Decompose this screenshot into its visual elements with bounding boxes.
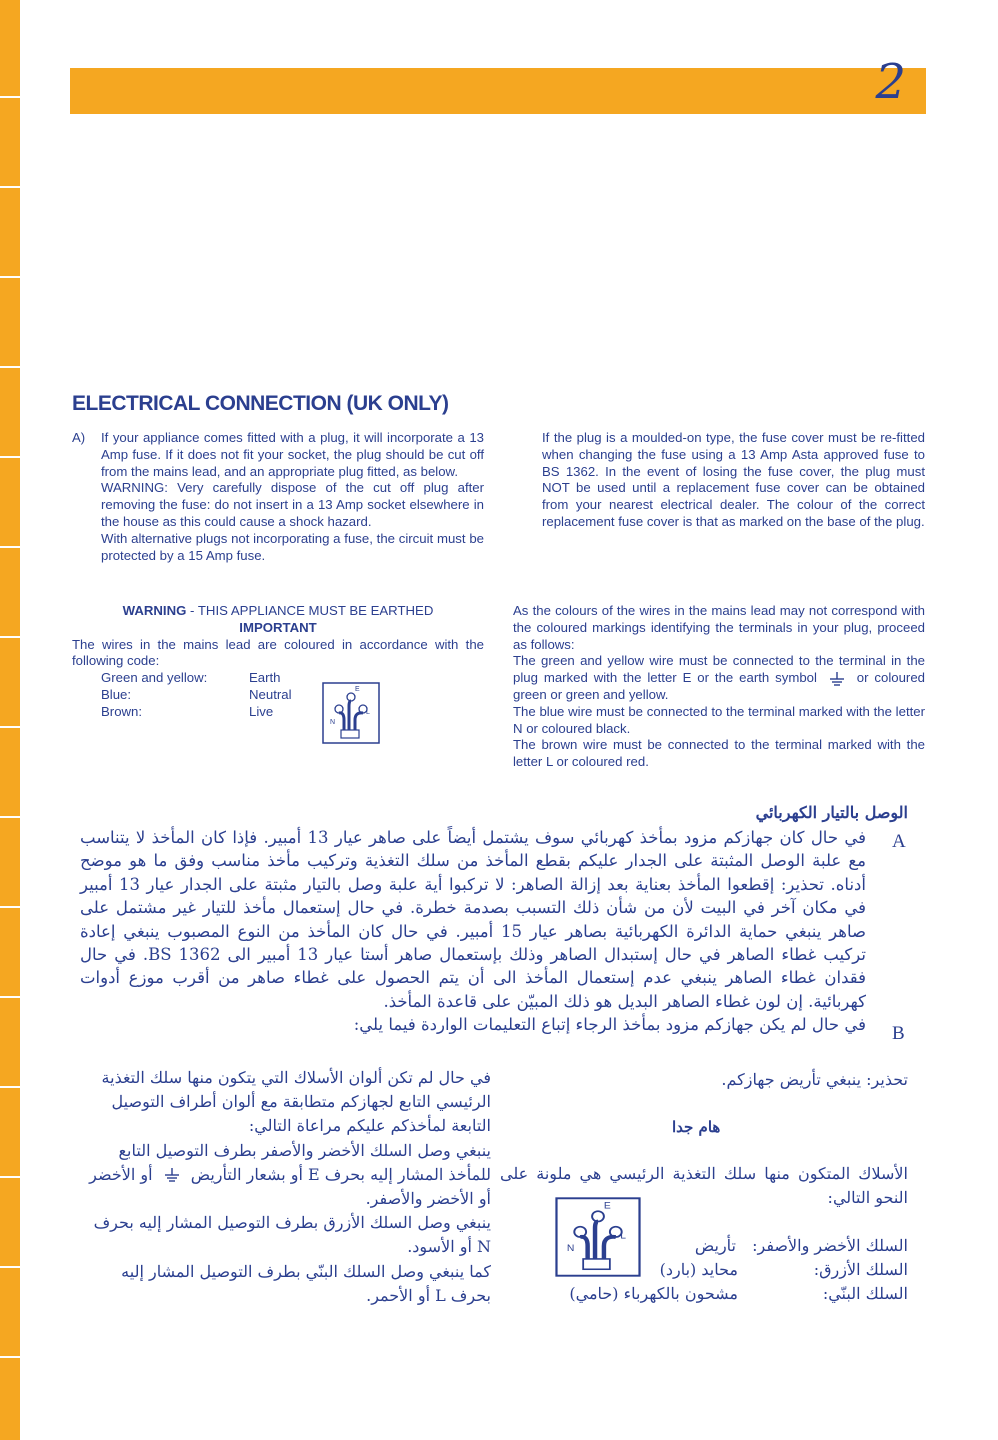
strip-divider [0, 906, 20, 908]
arabic-title: الوصل بالتيار الكهربائي [755, 803, 908, 822]
strip-divider [0, 996, 20, 998]
arabic-warning: تحذير: ينبغي تأريض جهازكم. [721, 1070, 908, 1089]
plug-wiring-diagram [555, 1197, 641, 1277]
arabic-wire-colour: السلك البنّي: [822, 1284, 908, 1303]
strip-divider [0, 726, 20, 728]
arabic-instruction-earth-text: أو الأخضر أو الأخضر والأصفر. [89, 1164, 491, 1209]
item-a-label: A) [72, 430, 86, 445]
wire-colour: Brown: [101, 704, 143, 720]
arabic-main-block [80, 826, 866, 1037]
wire-meaning: Earth [249, 670, 281, 686]
item-a-paragraph: With alternative plugs not incorporating a fuse, the circuit must be protected by a 15 Amp fuse. [101, 530, 484, 563]
arabic-wire-colour: السلك الأزرق: [813, 1260, 908, 1279]
warning-label: WARNING [122, 603, 187, 618]
arabic-wire-colour: السلك الأخضر والأصفر: [752, 1236, 908, 1255]
instruction-earth-text: The green and yellow wire must be connected to the terminal in the plug marked with the letter E or the earth symbol [513, 653, 925, 686]
wire-meaning: Neutral [249, 687, 292, 703]
plug-label-n: N [566, 1243, 575, 1254]
arabic-wire-meaning: محايد (بارد) [659, 1260, 738, 1279]
strip-divider [0, 546, 20, 548]
warning-text: - THIS APPLIANCE MUST BE EARTHED [186, 603, 434, 618]
arabic-important-heading: هام جدا [672, 1118, 721, 1136]
strip-divider [0, 636, 20, 638]
moulded-plug-paragraph: If the plug is a moulded-on type, the fuse cover must be re-fitted when changing the fuse using a 13 Amp Asta approved fuse to BS 1362. In the event of losing the fuse cover, the plug must NOT be used until a replacement fuse cover can be obtained from your nearest electrical dealer. The colour of the correct replacement fuse cover is that as marked on the base of the plug. [542, 430, 925, 529]
wire-colour: Green and yellow: [101, 670, 208, 686]
arabic-instruction-earth [85, 1139, 491, 1212]
plug-label-n: N [330, 719, 336, 726]
strip-divider [0, 186, 20, 188]
arabic-wire-instructions [85, 1066, 491, 1308]
wire-meaning: Live [249, 704, 274, 720]
plug-label-l: L [620, 1230, 627, 1242]
instruction-earth-text: or coloured green or green and yellow. [513, 670, 925, 702]
strip-divider [0, 366, 20, 368]
arabic-wire-meaning: مشحون بالكهرباء (حامي) [569, 1284, 738, 1303]
item-a [72, 430, 484, 564]
instruction-neutral: The blue wire must be connected to the terminal marked with the letter N or coloured black. [513, 703, 925, 736]
item-a-warning: WARNING: Very carefully dispose of the cut off plug after removing the fuse: do not insert in a 13 Amp socket elsewhere in the house as this could cause a shock hazard. [101, 480, 484, 529]
section-title: ELECTRICAL CONNECTION (UK ONLY) [72, 392, 449, 415]
arabic-paragraph-b: في حال لم يكن جهازكم مزود بمأخذ الرجاء إتباع التعليمات الواردة فيما يلي: [353, 1015, 866, 1035]
plug-label-l: L [366, 709, 370, 716]
warning-line [72, 603, 484, 620]
instruction-earth [513, 653, 925, 703]
header-bar [70, 54, 926, 114]
arabic-wires-intro: الأسلاك المتكون منها سلك التغذية الرئيسي هي ملونة على النحو التالي: [500, 1164, 908, 1207]
arabic-wire-meaning: تأريض [694, 1236, 736, 1255]
wire-code-table [72, 670, 484, 726]
earth-icon [823, 672, 851, 686]
side-color-strip [0, 0, 20, 1440]
strip-divider [0, 1266, 20, 1268]
instruction-live: The brown wire must be connected to the terminal marked with the letter L or coloured red. [513, 737, 925, 770]
strip-divider [0, 276, 20, 278]
strip-divider [0, 1086, 20, 1088]
arabic-letter-a: A [892, 831, 906, 852]
wire-code-block [72, 603, 484, 726]
item-a-body [101, 430, 484, 564]
instructions-intro: As the colours of the wires in the mains lead may not correspond with the coloured markings identifying the terminals in your plug, proceed as follows: [513, 603, 925, 652]
earth-icon [158, 1168, 186, 1182]
item-a-paragraph: If your appliance comes fitted with a plug, it will incorporate a 13 Amp fuse. If it does not fit your socket, the plug should be cut off from the mains lead, and an appropriate plug fitted, as below. [101, 430, 484, 479]
wire-colour: Blue: [101, 687, 132, 703]
plug-label-e: E [355, 686, 360, 693]
strip-divider [0, 1176, 20, 1178]
wires-intro: The wires in the mains lead are coloured in accordance with the following code: [72, 636, 484, 669]
arabic-instruction-live: كما ينبغي وصل السلك البنّي بطرف التوصيل المشار إليه بحرف L أو الأحمر. [121, 1261, 491, 1305]
strip-divider [0, 816, 20, 818]
strip-divider [0, 1356, 20, 1358]
plug-label-e: E [603, 1201, 611, 1212]
plug-wiring-diagram [322, 682, 380, 744]
important-heading: IMPORTANT [239, 619, 317, 635]
arabic-paragraph-a: في حال كان جهازكم مزود بمأخذ كهربائي سوف يشتمل أيضاً على صاهر عيار 13 أمبير. فإذا كان المأخذ لا يتناسب مع علبة الوصل المثبتة على الجدار عليكم بقطع المأخذ من سلك التغذية وتركيب مأخذ مناسب وفق ما هو موضح أدناه. تحذير: إقطعوا المأخذ بعناية بعد إزالة الصاهر: لا تركبوا أية علبة وصل بالتيار مثبتة على الجدار عيار 13 أمبير في مكان آخر في البيت لأن من شأن ذلك التسبب بصدمة خطرة. في حال إستعمال مأخذ للتيار غير مشتمل على صاهر ينبغي حماية الدائرة الكهربائية بصاهر عيار 15 أمبير. في حال كان المأخذ من النوع المصبوب ينبغي إعادة تركيب غطاء الصاهر في حال إستبدال الصاهر وذلك بإستعمال صاهر أستا عيار 13 أمبير الى BS 1362. في حال فقدان غطاء الصاهر ينبغي عدم إستعمال المأخذ الى أن يتم الحصول على غطاء صاهر من أقرب موزع أدوات كهربائية. إن لون غطاء الصاهر البديل هو ذلك المبيّن على قاعدة المأخذ. [80, 828, 866, 1011]
strip-divider [0, 456, 20, 458]
page-number: 2 [875, 54, 906, 110]
strip-divider [0, 96, 20, 98]
arabic-instruction-neutral: ينبغي وصل السلك الأزرق بطرف التوصيل المشار إليه بحرف N أو الأسود. [93, 1213, 491, 1257]
arabic-instructions-intro: في حال لم تكن ألوان الأسلاك التي يتكون منها سلك التغذية الرئيسي التابع لجهازكم متطابقة مع ألوان أطراف التوصيل التابعة لمأخذكم عليكم مراعاة التالي: [101, 1068, 491, 1136]
arabic-instruction-earth-text: ينبغي وصل السلك الأخضر والأصفر بطرف التوصيل التابع للمأخذ المشار إليه بحرف E أو بشعار التأريض [118, 1140, 491, 1184]
wire-instructions [513, 603, 925, 771]
arabic-letter-b: B [892, 1023, 905, 1044]
